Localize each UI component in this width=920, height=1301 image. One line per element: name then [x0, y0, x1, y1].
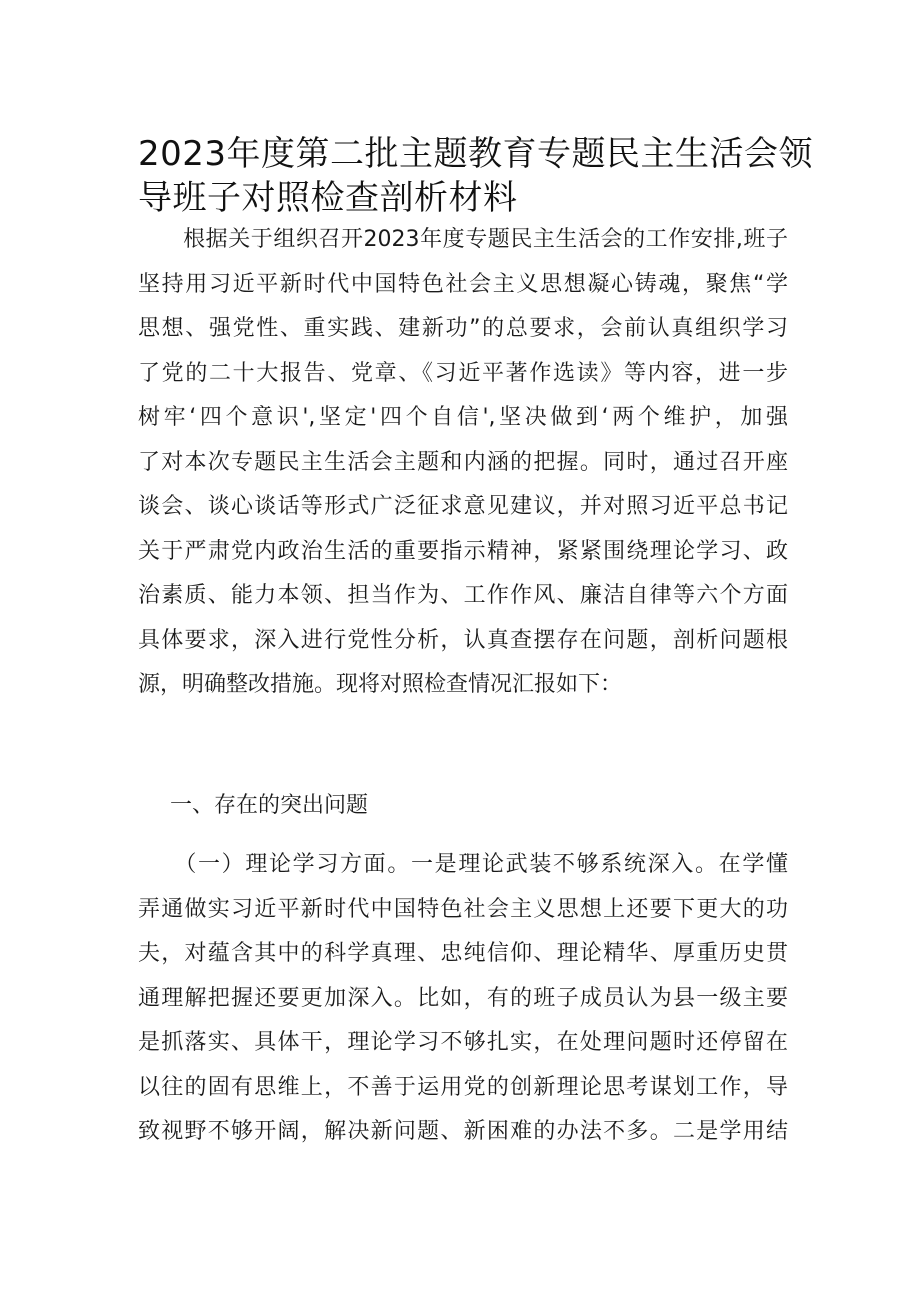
paragraph-line: 思想、强党性、重实践、建新功”的总要求，会前认真组织学习 [138, 316, 788, 341]
paragraph-line: 具体要求，深入进行党性分析，认真查摆存在问题，剖析问题根 [138, 627, 788, 653]
paragraph-line: 根据关于组织召开2023年度专题民主生活会的工作安排,班子 [138, 227, 788, 252]
paragraph-line: 夫，对蕴含其中的科学真理、忠纯信仰、理论精华、厚重历史贯 [138, 941, 788, 966]
paragraph-line: 源，明确整改措施。现将对照检查情况汇报如下： [138, 672, 623, 697]
paragraph-line: 弄通做实习近平新时代中国特色社会主义思想上还要下更大的功 [138, 896, 788, 922]
document-title [138, 132, 814, 220]
paragraph-line: 致视野不够开阔，解决新问题、新困难的办法不多。二是学用结 [138, 1119, 788, 1144]
paragraph-line: 以往的固有思维上，不善于运用党的创新理论思考谋划工作，导 [138, 1074, 788, 1100]
section-heading: 一、存在的突出问题 [170, 793, 369, 818]
intro-paragraph [138, 218, 788, 708]
paragraph-line: 坚持用习近平新时代中国特色社会主义思想凝心铸魂，聚焦“学 [138, 271, 788, 297]
paragraph-line: 树牢‘四个意识',坚定'四个自信',坚决做到‘两个维护，加强 [138, 405, 788, 430]
title-line: 2023年度第二批主题教育专题民主生活会领 [138, 134, 814, 174]
paragraph-line: 谈会、谈心谈话等形式广泛征求意见建议，并对照习近平总书记 [138, 494, 788, 519]
paragraph-line: 通理解把握还要更加深入。比如，有的班子成员认为县一级主要 [138, 985, 788, 1011]
title-line: 导班子对照检查剖析材料 [138, 178, 518, 218]
paragraph-line: 治素质、能力本领、担当作为、工作作风、廉洁自律等六个方面 [138, 583, 788, 608]
paragraph-line: 了对本次专题民主生活会主题和内涵的把握。同时，通过召开座 [138, 449, 788, 475]
paragraph-line: （一）理论学习方面。一是理论武装不够系统深入。在学懂 [138, 852, 788, 877]
section1-paragraph [138, 843, 788, 1155]
paragraph-line: 了党的二十大报告、党章、《习近平著作选读》等内容，进一步 [138, 360, 788, 386]
paragraph-line: 关于严肃党内政治生活的重要指示精神，紧紧围绕理论学习、政 [138, 538, 788, 564]
paragraph-line: 是抓落实、具体干，理论学习不够扎实，在处理问题时还停留在 [138, 1030, 788, 1055]
